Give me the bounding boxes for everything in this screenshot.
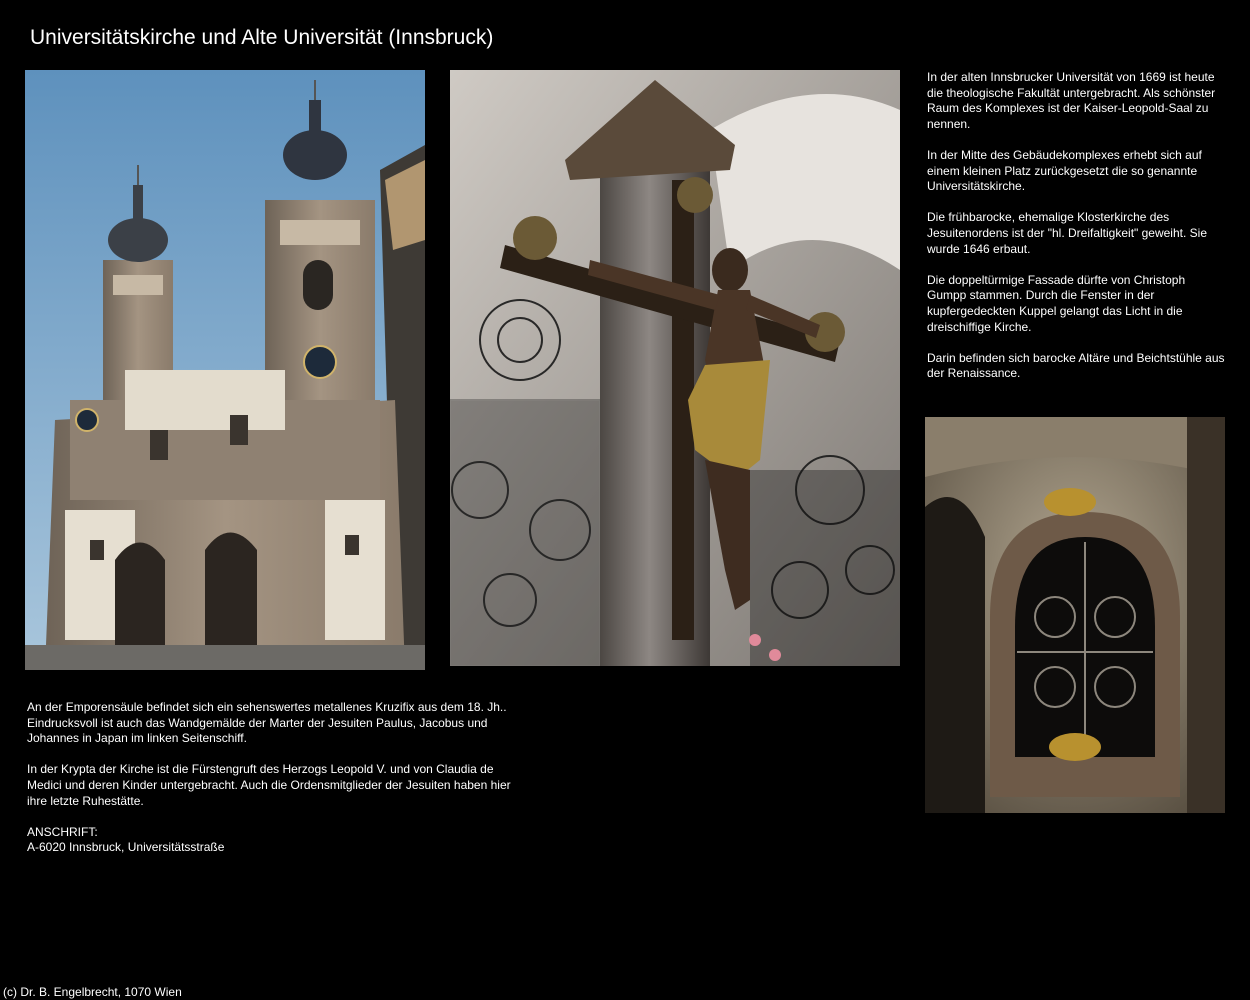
right-paragraph: Die doppeltürmige Fassade dürfte von Christoph Gumpp stammen. Durch die Fenster in der kupfergedeckten Kuppel gelangt das Licht in die dreischiffige Kirche. [927, 272, 1186, 334]
right-text-block [927, 70, 1227, 397]
address-value: A-6020 Innsbruck, Universitätsstraße [27, 840, 225, 855]
crypt-window-photo [925, 417, 1225, 813]
bottom-paragraph: An der Emporensäule befindet sich ein sehenswertes metallenes Kruzifix aus dem 18. Jh.. Eindrucksvoll ist auch das Wandgemälde der Marter der Jesuiten Paulus, Jacobus und Johannes in Japan im linken Seitenschiff. [27, 700, 507, 746]
bottom-text-block [27, 700, 527, 856]
crucifix-photo [450, 70, 900, 666]
right-paragraph: Die frühbarocke, ehemalige Klosterkirche des Jesuitenordens ist der "hl. Dreifaltigkeit" geweiht. Sie wurde 1646 erbaut. [927, 210, 1207, 256]
bottom-paragraph: In der Krypta der Kirche ist die Fürstengruft des Herzogs Leopold V. und von Claudia de Medici und deren Kinder untergebracht. Auch die Ordensmitglieder der Jesuiten haben hier ihre letzte Ruhestätte. [27, 762, 511, 808]
right-paragraph: In der alten Innsbrucker Universität von 1669 ist heute die theologische Fakultät untergebracht. Als schönster Raum des Komplexes ist der Kaiser-Leopold-Saal zu nennen. [927, 70, 1216, 131]
right-paragraph: In der Mitte des Gebäudekomplexes erhebt sich auf einem kleinen Platz zurückgesetzt die so genannte Universitätskirche. [927, 147, 1202, 194]
church-facade-photo [25, 70, 425, 670]
copyright-notice: (c) Dr. B. Engelbrecht, 1070 Wien [3, 985, 182, 999]
right-paragraph: Darin befinden sich barocke Altäre und Beichtstühle aus der Renaissance. [927, 350, 1225, 381]
address-label: ANSCHRIFT: [27, 824, 98, 839]
page-title: Universitätskirche und Alte Universität (Innsbruck) [30, 26, 494, 49]
